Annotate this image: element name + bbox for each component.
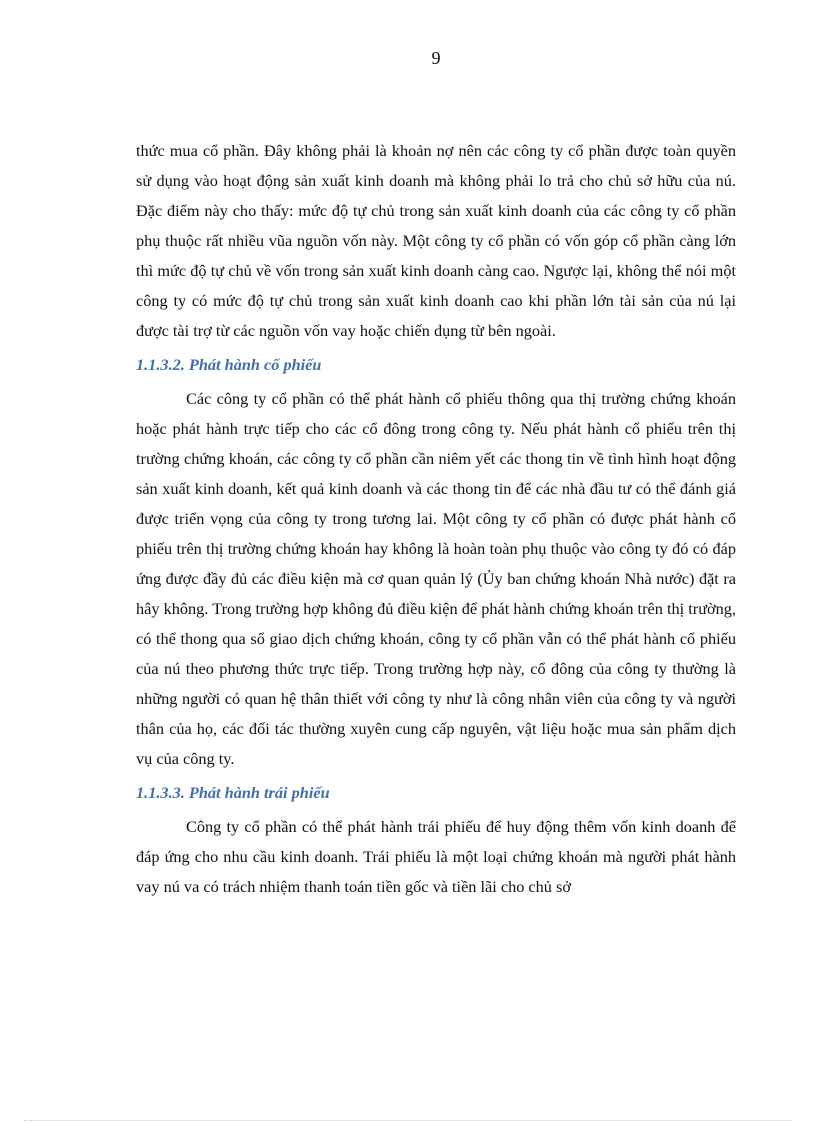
section-heading-stock: 1.1.3.2. Phát hành cổ phiếu bbox=[136, 355, 322, 374]
paragraph-bond-issuance: Công ty cổ phần có thể phát hành trái phiếu để huy động thêm vốn kinh doanh để đáp ứng cho nhu cầu kinh doanh. Trái phiếu là một loại chứng khoán mà người phát hành vay nú va có trách nhiệm thanh toán tiền gốc và tiền lãi cho chủ sở bbox=[136, 817, 736, 896]
document-body bbox=[136, 136, 736, 902]
paragraph-stock-issuance: Các công ty cổ phần có thể phát hành cổ phiếu thông qua thị trường chứng khoán hoặc phát hành trực tiếp cho các cổ đông trong công ty. Nếu phát hành cổ phiếu trên thị trường chứng khoán, các công ty cổ phần cần niêm yết các thong tin về tình hình hoạt động sản xuất kinh doanh, kết quả kinh doanh và các thong tin để các nhà đầu tư có thể đánh giá được triển vọng của công ty trong tương lai. Một công ty cổ phần có được phát hành cổ phiếu trên thị trường chứng khoán hay không là hoàn toàn phụ thuộc vào công ty đó có đáp ứng được đầy đủ các điều kiện mà cơ quan quản lý (Ủy ban chứng khoán Nhà nước) đặt ra hây không. Trong trường hợp không đủ điều kiện để phát hành chứng khoán trên thị trường, có thể thong qua sổ giao dịch chứng khoán, công ty cổ phần vẫn có thể phát hành cổ phiếu của nú theo phương thức trực tiếp. Trong trường hợp này, cổ đông của công ty thường là những người có quan hệ thân thiết với công ty như là công nhân viên của công ty và người thân của họ, các đối tác thường xuyên cung cấp nguyên, vật liệu hoặc mua sản phẩm dịch vụ của công ty. bbox=[136, 389, 736, 768]
page-bottom-divider bbox=[24, 1120, 792, 1121]
page-number: 9 bbox=[431, 48, 441, 68]
paragraph-intro: thức mua cổ phần. Đây không phải là khoản nợ nên các công ty cổ phần được toàn quyền sử dụng vào hoạt động sản xuất kinh doanh mà không phải lo trả cho chủ sở hữu của nú. Đặc điểm này cho thấy: mức độ tự chủ trong sản xuất kinh doanh của các công ty cổ phần phụ thuộc rất nhiều vũa nguồn vốn này. Một công ty cổ phần có vốn góp cổ phần càng lớn thì mức độ tự chủ về vốn trong sản xuất kinh doanh càng cao. Ngược lại, không thể nói một công ty có mức độ tự chủ trong sản xuất kinh doanh cao khi phần lớn tài sản của nú lại được tài trợ từ các nguồn vốn vay hoặc chiến dụng từ bên ngoài. bbox=[136, 141, 736, 340]
section-heading-bond: 1.1.3.3. Phát hành trái phiếu bbox=[136, 783, 330, 802]
